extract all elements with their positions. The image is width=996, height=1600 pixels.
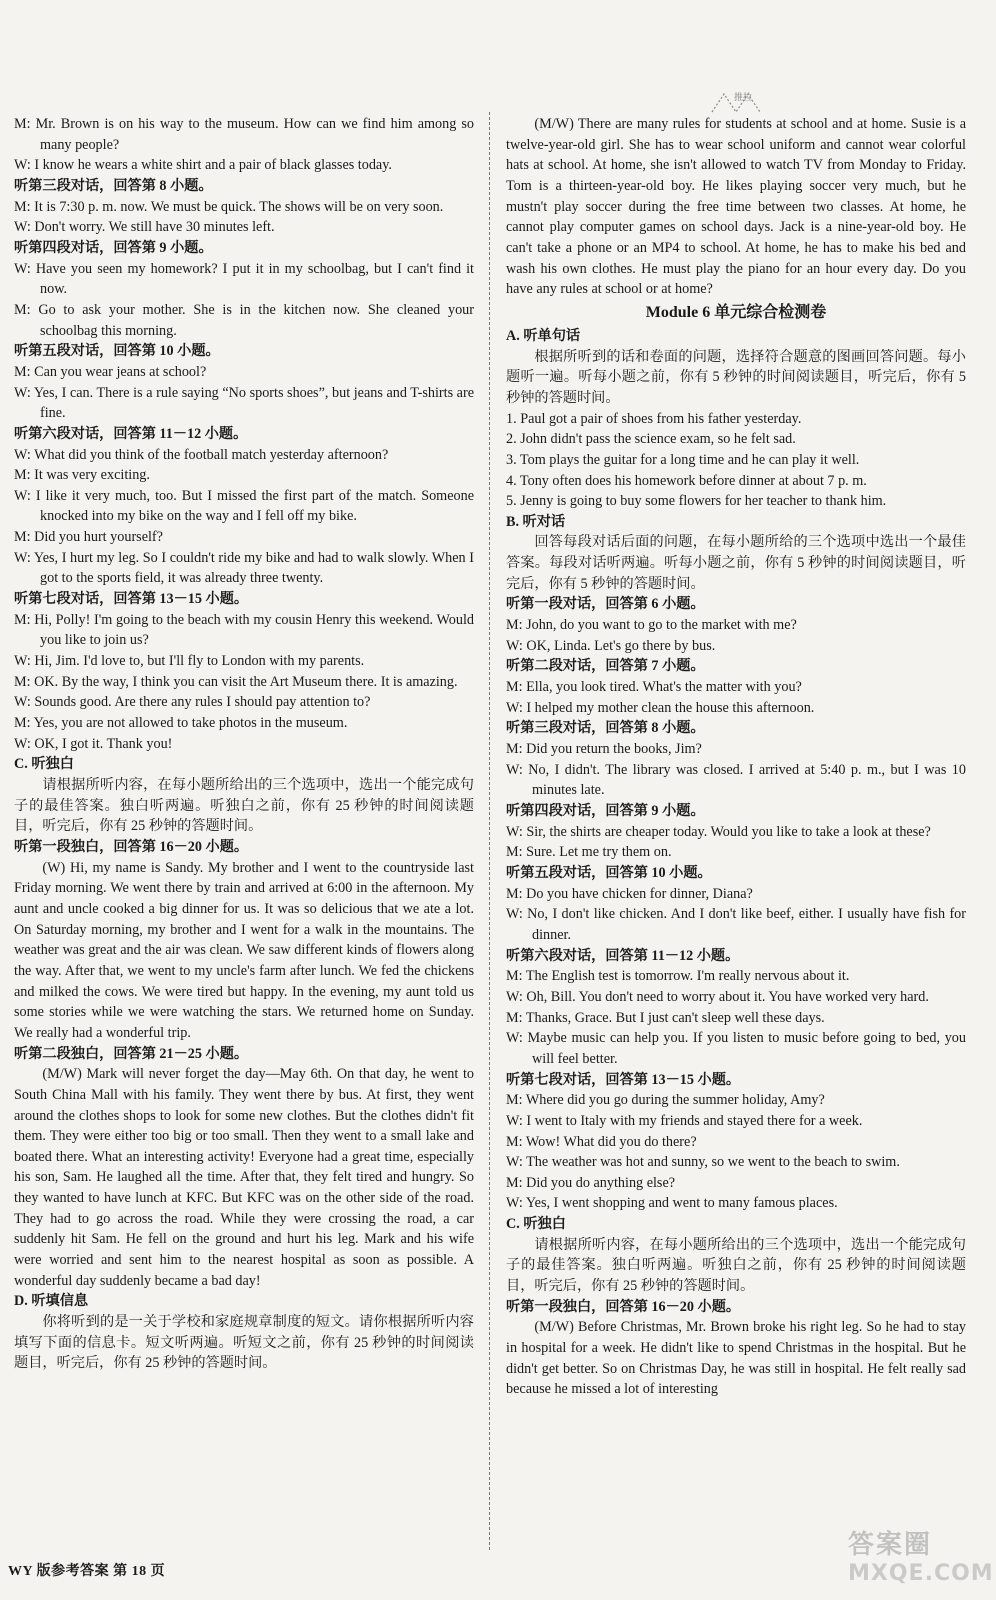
dialogue-line: W: Yes, I can. There is a rule saying “No sports shoes”, but jeans and T-shirts are fine. — [14, 384, 474, 422]
section-heading: 听第六段对话，回答第 11－12 小题。 — [506, 947, 740, 964]
dialogue-line: W: I like it very much, too. But I missed the first part of the match. Someone knocked into my bike on the way and I fell off my bike. — [14, 487, 474, 525]
dialogue-line: M: Do you have chicken for dinner, Diana? — [506, 885, 753, 902]
dialogue-line: W: Have you seen my homework? I put it in my schoolbag, but I can't find it now. — [14, 260, 474, 298]
dialogue-line: W: Sir, the shirts are cheaper today. Would you like to take a look at these? — [506, 823, 931, 840]
dialogue-line: M: OK. By the way, I think you can visit the Art Museum there. It is amazing. — [14, 673, 458, 690]
right-column — [506, 114, 966, 1400]
section-heading: C. 听独白 — [14, 756, 74, 773]
paragraph: (M/W) Before Christmas, Mr. Brown broke his right leg. So he had to stay in hospital for a week. He didn't like to spend Christmas in the hospital. But he didn't get better. So on Christmas Day, he was still in hospital. He felt really sad because he missed a lot of interesting — [506, 1319, 966, 1398]
dialogue-line: W: Don't worry. We still have 30 minutes left. — [14, 219, 275, 236]
dialogue-line: M: Did you return the books, Jim? — [506, 741, 702, 758]
paragraph: 请根据所听内容，在每小题所给出的三个选项中，选出一个能完成句子的最佳答案。独白听两遍。听独白之前，你有 25 秒钟的时间阅读题目，听完后，你有 25 秒钟的答题时间。 — [506, 1236, 966, 1295]
dialogue-line: M: Mr. Brown is on his way to the museum. How can we find him among so many people? — [14, 116, 474, 153]
dialogue-line: W: What did you think of the football match yesterday afternoon? — [14, 446, 389, 463]
page-footer: WY 版参考答案 第 18 页 — [8, 1564, 166, 1579]
module-title: Module 6 单元综合检测卷 — [645, 303, 827, 321]
dialogue-line: M: It is 7:30 p. m. now. We must be quick. The shows will be on very soon. — [14, 198, 444, 215]
section-heading: 听第二段对话，回答第 7 小题。 — [506, 658, 705, 675]
dialogue-line: W: Yes, I hurt my leg. So I couldn't ride my bike and had to walk slowly. When I got to the sports field, it was already three twenty. — [14, 549, 474, 587]
section-heading: 听第五段对话，回答第 10 小题。 — [506, 864, 712, 881]
dialogue-line: W: Hi, Jim. I'd love to, but I'll fly to London with my parents. — [14, 653, 365, 670]
paragraph: (W) Hi, my name is Sandy. My brother and I went to the countryside last Friday morning. We went there by train and arrived at 6:00 in the afternoon. My aunt and uncle cooked a big dinner for us. It was so delicious that we ate a lot. On Saturday morning, my brother and I went for a walk in the mountains. The weather was great and the air was clean. We saw different kinds of flowers along the way. After that, we went to my uncle's farm after lunch. We fed the chickens and milked the cows. We were tired but happy. In the evening, my aunt told us some stories while we were watching the stars. We returned home on Sunday. We really had a wonderful trip. — [14, 859, 474, 1041]
dialogue-line: 2. John didn't pass the science exam, so he felt sad. — [506, 431, 796, 448]
paragraph: 你将听到的是一关于学校和家庭规章制度的短文。请你根据所听内容填写下面的信息卡。短文听两遍。听短文之前，你有 25 秒钟的时间阅读题目，听完后，你有 25 秒钟的答题时间。 — [14, 1314, 474, 1372]
dialogue-line: M: Yes, you are not allowed to take photos in the museum. — [14, 715, 348, 732]
left-column — [14, 114, 474, 1374]
dialogue-line: W: Sounds good. Are there any rules I should pay attention to? — [14, 694, 371, 711]
dialogue-line: W: I helped my mother clean the house this afternoon. — [506, 699, 815, 716]
dialogue-line: M: Ella, you look tired. What's the matter with you? — [506, 679, 802, 696]
dialogue-line: M: Hi, Polly! I'm going to the beach with my cousin Henry this weekend. Would you like to join us? — [14, 611, 474, 649]
stamp-mark — [708, 86, 766, 120]
dialogue-line: M: The English test is tomorrow. I'm really nervous about it. — [506, 968, 850, 985]
dialogue-line: M: Thanks, Grace. But I just can't sleep well these days. — [506, 1009, 825, 1026]
dialogue-line: 3. Tom plays the guitar for a long time and he can play it well. — [506, 451, 860, 468]
section-heading: 听第四段对话，回答第 9 小题。 — [14, 239, 213, 256]
dialogue-line: 1. Paul got a pair of shoes from his father yesterday. — [506, 410, 802, 427]
section-heading: 听第五段对话，回答第 10 小题。 — [14, 343, 220, 360]
section-heading: A. 听单句话 — [506, 327, 581, 344]
section-heading: 听第三段对话，回答第 8 小题。 — [14, 177, 213, 194]
section-heading: 听第六段对话，回答第 11－12 小题。 — [14, 425, 248, 442]
dialogue-line: M: Where did you go during the summer holiday, Amy? — [506, 1092, 825, 1109]
dialogue-line: W: The weather was hot and sunny, so we went to the beach to swim. — [506, 1154, 900, 1171]
watermark-line1: 答案圈 — [848, 1530, 933, 1560]
section-heading: 听第七段对话，回答第 13－15 小题。 — [14, 591, 249, 608]
dialogue-line: M: Go to ask your mother. She is in the kitchen now. She cleaned your schoolbag this morning. — [14, 301, 474, 339]
dialogue-line: W: I went to Italy with my friends and stayed there for a week. — [506, 1112, 863, 1129]
paragraph: 回答每段对话后面的问题，在每小题所给的三个选项中选出一个最佳答案。每段对话听两遍。听每小题之前，你有 5 秒钟的时间阅读题目，听完后，你有 5 秒钟的答题时间。 — [506, 534, 966, 592]
dialogue-line: W: No, I don't like chicken. And I don't like beef, either. I usually have fish for dinner. — [506, 906, 966, 943]
watermark-line2: MXQE.COM — [848, 1561, 994, 1586]
section-heading: 听第一段对话，回答第 6 小题。 — [506, 596, 705, 613]
paragraph: (M/W) Mark will never forget the day—May 6th. On that day, he went to South China Mall with his family. They went there by bus. At first, they went around the clothes shops to look for some new clothes. But the clothes didn't fit them. They were either too big or too small. Then they went to a small lake and boated there. What an interesting activity! Everyone had a great time, especially his son, Sam. He laughed all the time. After that, they felt tired and hungry. So they wanted to have lunch at KFC. But KFC was on the other side of the road. They had to go across the road. While they were crossing the road, a car suddenly hit Sam. He fell on the ground and hurt his leg. Mark and his wife were worried and sent him to the nearest hospital as soon as possible. A wonderful day suddenly became a bad day! — [14, 1066, 474, 1289]
section-heading: D. 听填信息 — [14, 1293, 89, 1310]
paragraph: 根据所听到的话和卷面的问题，选择符合题意的图画回答问题。每小题听一遍。听每小题之前，你有 5 秒钟的时间阅读题目，听完后，你有 5 秒钟的答题时间。 — [506, 348, 966, 406]
dialogue-line: W: OK, Linda. Let's go there by bus. — [506, 637, 716, 654]
dialogue-line: M: It was very exciting. — [14, 467, 150, 484]
section-heading: 听第一段独白，回答第 16－20 小题。 — [506, 1298, 741, 1315]
dialogue-line: W: OK, I got it. Thank you! — [14, 735, 173, 752]
section-heading: 听第七段对话，回答第 13－15 小题。 — [506, 1071, 741, 1088]
dialogue-line: 4. Tony often does his homework before dinner at about 7 p. m. — [506, 472, 867, 489]
watermark-logo — [848, 1524, 994, 1586]
section-heading: C. 听独白 — [506, 1216, 566, 1233]
dialogue-line: M: John, do you want to go to the market with me? — [506, 617, 797, 634]
dialogue-line: W: Yes, I went shopping and went to many famous places. — [506, 1195, 838, 1212]
dialogue-line: M: Wow! What did you do there? — [506, 1133, 697, 1150]
section-heading: B. 听对话 — [506, 513, 566, 530]
dialogue-line: W: No, I didn't. The library was closed. I arrived at 5:40 p. m., but I was 10 minutes late. — [506, 761, 966, 799]
section-heading: 听第四段对话，回答第 9 小题。 — [506, 803, 705, 819]
dialogue-line: 5. Jenny is going to buy some flowers for her teacher to thank him. — [506, 493, 887, 510]
paragraph: 请根据所听内容，在每小题所给出的三个选项中，选出一个能完成句子的最佳答案。独白听两遍。听独白之前，你有 25 秒钟的时间阅读题目，听完后，你有 25 秒钟的答题时间。 — [14, 777, 474, 835]
dialogue-line: M: Did you hurt yourself? — [14, 529, 163, 546]
column-divider — [489, 112, 490, 1550]
dialogue-line: M: Sure. Let me try them on. — [506, 844, 672, 861]
dialogue-line: W: Maybe music can help you. If you listen to music before going to bed, you will feel better. — [506, 1030, 966, 1067]
section-heading: 听第三段对话，回答第 8 小题。 — [506, 720, 705, 737]
dialogue-line: M: Did you do anything else? — [506, 1174, 676, 1191]
dialogue-line: W: I know he wears a white shirt and a pair of black glasses today. — [14, 157, 392, 174]
paragraph: (M/W) There are many rules for students at school and at home. Susie is a twelve-year-old girl. She has to wear school uniform and cannot wear colorful hats at school. At home, she isn't allowed to watch TV from Monday to Friday. Tom is a thirteen-year-old boy. He likes playing soccer very much, but he mustn't play soccer during the free time between two classes. At home, he cannot play computer games on school days. Jack is a nine-year-old boy. He can't take a phone or an MP4 to school. At home, he has to make his bed and wash his own clothes. He must play the piano for an hour every day. Do you have any rules at school or at home? — [506, 116, 966, 298]
dialogue-line: M: Can you wear jeans at school? — [14, 363, 207, 380]
stamp-text: 推拉 — [734, 93, 753, 103]
section-heading: 听第二段独白，回答第 21－25 小题。 — [14, 1045, 249, 1062]
dialogue-line: W: Oh, Bill. You don't need to worry about it. You have worked very hard. — [506, 988, 929, 1005]
section-heading: 听第一段独白，回答第 16－20 小题。 — [14, 838, 249, 855]
